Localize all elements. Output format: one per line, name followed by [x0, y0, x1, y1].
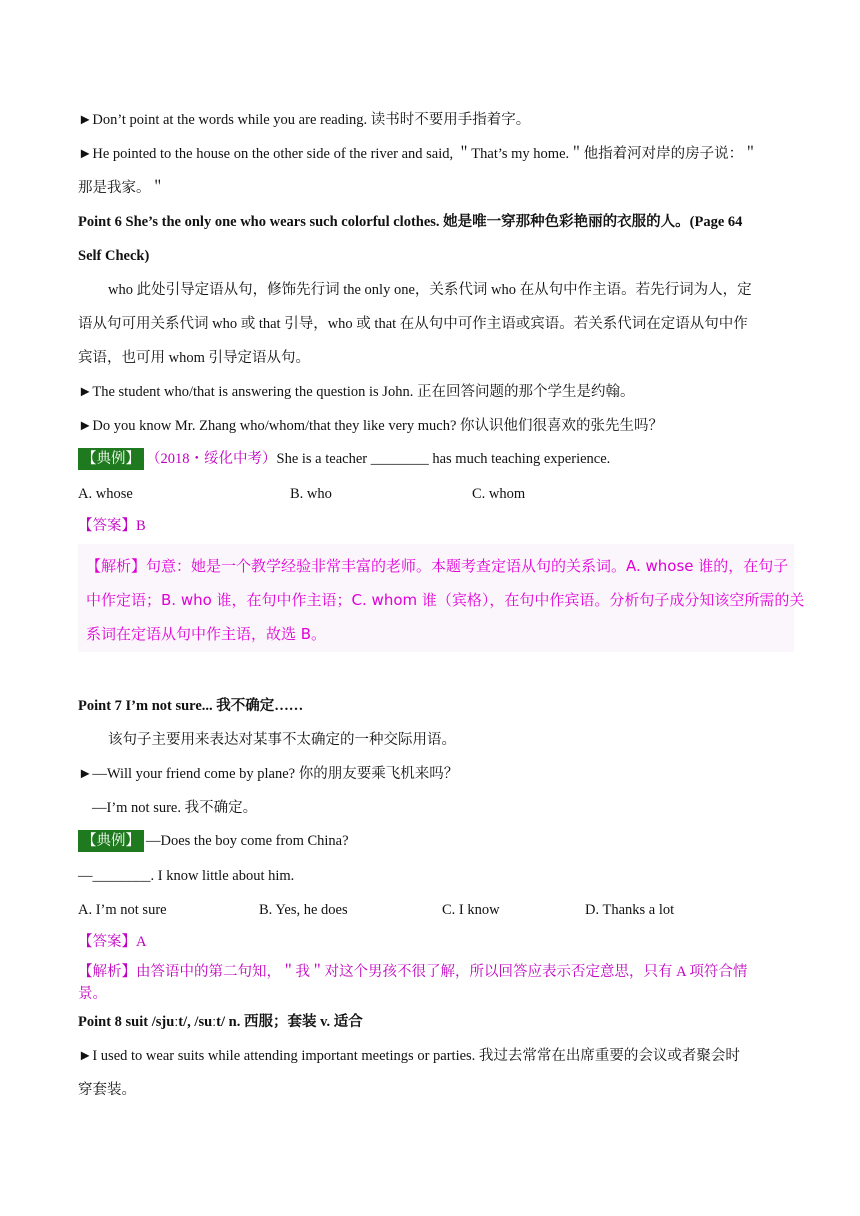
example-question: She is a teacher ________ has much teaching experience.	[276, 451, 611, 467]
point6-example-2: ►Do you know Mr. Zhang who/whom/that they like very much? 你认识他们很喜欢的张先生吗？	[78, 418, 664, 434]
point6-heading-cont: Self Check)	[78, 248, 150, 264]
point7-exercise-q2: —________. I know little about him.	[78, 868, 295, 884]
line-p5-ex4a: ►He pointed to the house on the other side of the river and said, ＂That’s my home.＂他指着河对岸的房子说：＂	[78, 146, 758, 162]
analysis-line-2: 景。	[78, 986, 107, 1002]
option-b: B. who	[290, 486, 332, 502]
example-tag: 【典例】	[78, 448, 144, 470]
point8-example-1: ►I used to wear suits while attending important meetings or parties. 我过去常常在出席重要的会议或者聚会时	[78, 1048, 740, 1064]
analysis-line-1: 【解析】句意：她是一个教学经验非常丰富的老师。本题考查定语从句的关系词。A. whose 谁的，在句子	[86, 557, 789, 575]
point6-example-1: ►The student who/that is answering the question is John. 正在回答问题的那个学生是约翰。	[78, 384, 635, 400]
point8-example-1-cont: 穿套装。	[78, 1082, 136, 1098]
option-a: A. whose	[78, 486, 133, 502]
example-tag: 【典例】	[78, 830, 144, 852]
answer-label: 【答案】A	[78, 934, 147, 950]
line-p5-ex4b: 那是我家。＂	[78, 180, 165, 196]
analysis-line-3: 系词在定语从句中作主语，故选 B。	[86, 625, 327, 643]
option-a: A. I’m not sure	[78, 902, 167, 918]
point6-explain-3: 宾语，也可用 whom 引导定语从句。	[78, 350, 310, 366]
point6-explain-1: who 此处引导定语从句，修饰先行词 the only one，关系代词 who 在从句中作主语。若先行词为人，定	[108, 282, 752, 298]
example-question: —Does the boy come from China?	[146, 833, 349, 849]
point7-example-1: ►—Will your friend come by plane? 你的朋友要乘飞机来吗？	[78, 766, 459, 782]
point7-example-2: —I’m not sure. 我不确定。	[92, 800, 258, 816]
point8-heading: Point 8 suit /sjuːt/, /suːt/ n. 西服；套装 v. 适合	[78, 1014, 363, 1030]
point6-heading: Point 6 She’s the only one who wears such colorful clothes. 她是唯一穿那种色彩艳丽的衣服的人。(Page 64	[78, 214, 743, 230]
option-c: C. whom	[472, 486, 526, 502]
point6-explain-2: 语从句可用关系代词 who 或 that 引导，who 或 that 在从句中可作主语或宾语。若关系代词在定语从句中作	[78, 316, 748, 332]
analysis-line-2: 中作定语；B. who 谁，在句中作主语；C. whom 谁（宾格），在句中作宾语。分析句子成分知该空所需的关	[86, 591, 805, 609]
option-c: C. I know	[442, 902, 500, 918]
analysis-line-1: 【解析】由答语中的第二句知，＂我＂对这个男孩不很了解，所以回答应表示否定意思，只有 A 项符合情	[78, 964, 748, 980]
option-b: B. Yes, he does	[259, 902, 348, 918]
option-d: D. Thanks a lot	[585, 902, 675, 918]
point7-heading: Point 7 I’m not sure... 我不确定……	[78, 698, 304, 714]
point6-exercise	[78, 448, 610, 470]
line-p5-ex3: ►Don’t point at the words while you are reading. 读书时不要用手指着字。	[78, 112, 531, 128]
answer-label: 【答案】B	[78, 518, 146, 534]
point7-explain: 该句子主要用来表达对某事不太确定的一种交际用语。	[108, 732, 456, 748]
example-source: （2018・绥化中考）	[146, 451, 277, 467]
point7-exercise	[78, 830, 349, 852]
